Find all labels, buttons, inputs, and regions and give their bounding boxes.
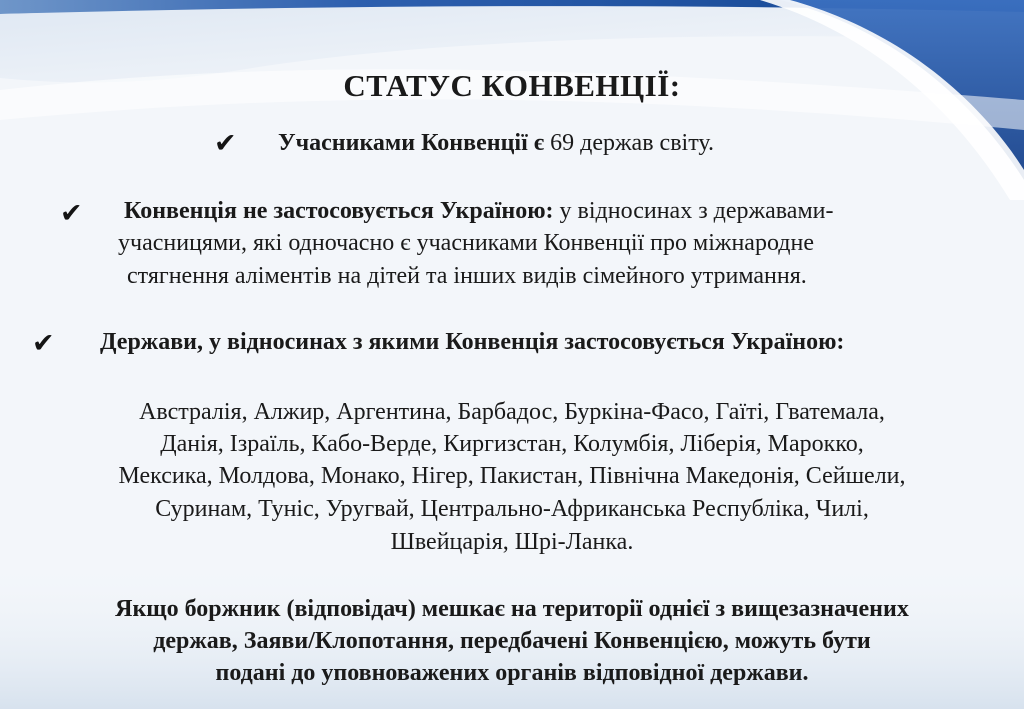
bullet-1-bold-text: Учасниками Конвенції є — [278, 130, 545, 156]
check-mark-icon: ✔ — [60, 198, 83, 229]
countries-line-4: Суринам, Туніс, Уругвай, Центрально-Африканська Республіка, Чилі, — [155, 496, 869, 522]
bullet-2-line-2: учасницями, які одночасно є учасниками Конвенції про міжнародне — [118, 230, 814, 256]
bullet-1-line-1 — [278, 128, 714, 158]
countries-line-1: Австралія, Алжир, Аргентина, Барбадос, Буркіна-Фасо, Гаїті, Гватемала, — [139, 399, 885, 425]
footer-line-1: Якщо боржник (відповідач) мешкає на території однієї з вищезазначених — [115, 596, 909, 622]
bullet-2-line-1 — [124, 196, 833, 226]
bullet-2-bold-text: Конвенція не застосовується Україною: — [124, 198, 554, 224]
bullet-1-normal-text: 69 держав світу. — [544, 130, 714, 156]
bullet-2-line-3: стягнення аліментів на дітей та інших видів сімейного утримання. — [127, 263, 807, 289]
countries-line-3: Мексика, Молдова, Монако, Нігер, Пакистан, Північна Македонія, Сейшели, — [118, 463, 906, 489]
footer-line-3: подані до уповноважених органів відповідної держави. — [215, 660, 809, 686]
slide-title: СТАТУС КОНВЕНЦІЇ: — [343, 68, 681, 103]
bullet-2-normal-text: у відносинах з державами- — [553, 198, 834, 224]
check-mark-icon: ✔ — [214, 128, 237, 159]
countries-line-2: Данія, Ізраїль, Кабо-Верде, Киргизстан, Колумбія, Ліберія, Марокко, — [160, 431, 864, 457]
bullet-3-line-1: Держави, у відносинах з якими Конвенція застосовується Україною: — [100, 329, 845, 355]
footer-line-2: держав, Заяви/Клопотання, передбачені Конвенцією, можуть бути — [153, 628, 871, 654]
check-mark-icon: ✔ — [32, 328, 55, 359]
countries-line-5: Швейцарія, Шрі-Ланка. — [390, 529, 634, 555]
